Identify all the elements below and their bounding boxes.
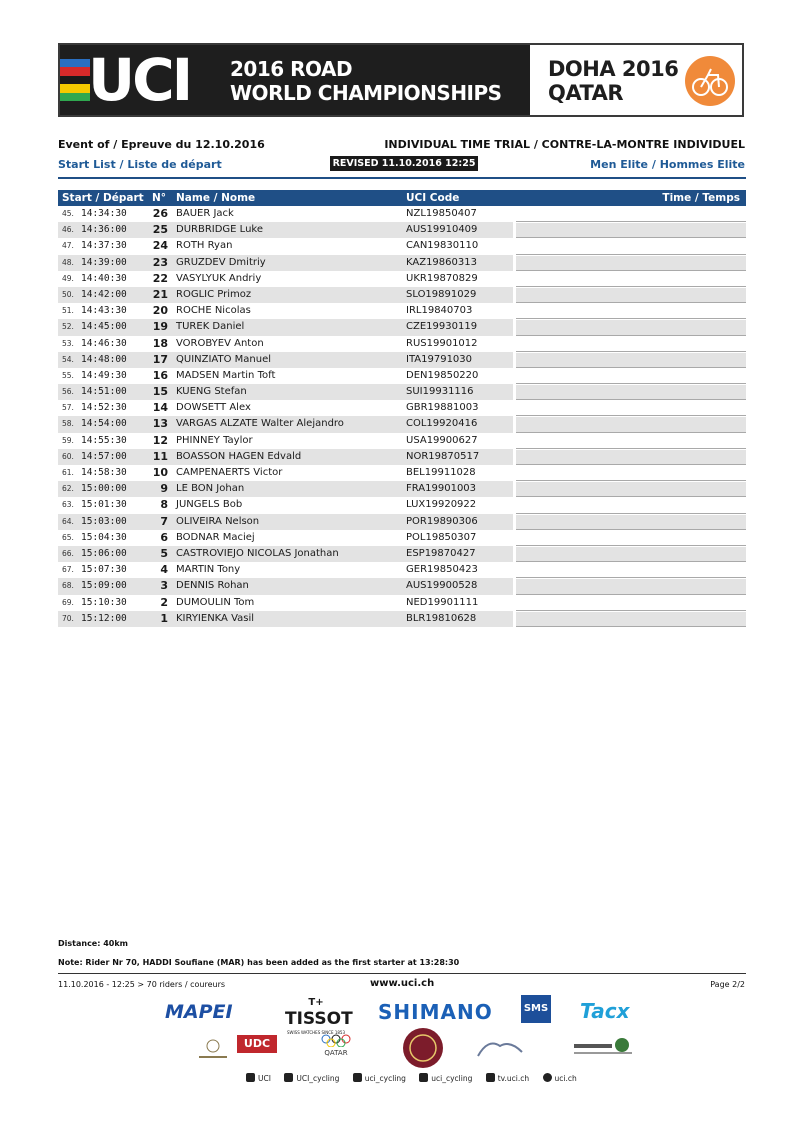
tissot-mark-icon: T+ [308, 997, 324, 1008]
uci-code: USA19900627 [406, 434, 478, 446]
table-row [58, 514, 746, 530]
time-cell [516, 369, 746, 383]
header-banner [58, 43, 744, 117]
time-cell [516, 272, 746, 286]
table-row [58, 352, 746, 368]
uci-code: BEL19911028 [406, 467, 476, 478]
start-time: 14:34:30 [81, 208, 127, 219]
sponsor-qatar-foundation-logo-icon [570, 1036, 636, 1060]
bib-number: 21 [152, 287, 168, 301]
start-time: 14:37:30 [81, 240, 127, 252]
rider-name: KUENG Stefan [176, 386, 247, 398]
sponsor-tissot-logo [285, 997, 353, 1035]
uci-code: ITA19791030 [406, 353, 473, 365]
uci-code: GER19850423 [406, 564, 478, 576]
time-cell [516, 563, 746, 577]
rider-name: ROGLIC Primoz [176, 288, 252, 300]
table-row [58, 481, 746, 497]
bib-number: 9 [160, 482, 168, 496]
table-row [58, 319, 746, 335]
table-row [58, 449, 746, 465]
rider-name: BODNAR Maciej [176, 531, 255, 543]
revised-badge: REVISED 11.10.2016 12:25 [330, 156, 478, 171]
time-cell [516, 207, 746, 221]
time-cell [516, 596, 746, 610]
footer-divider [58, 973, 746, 974]
start-time: 15:09:00 [81, 580, 127, 592]
event-discipline: INDIVIDUAL TIME TRIAL / CONTRE-LA-MONTRE INDIVIDUEL [384, 138, 745, 151]
uci-code: AUS19910409 [406, 224, 478, 236]
rider-name: MADSEN Martin Toft [176, 369, 276, 381]
row-index: 62. [62, 484, 74, 494]
globe-icon [543, 1073, 552, 1082]
time-cell [516, 417, 746, 431]
youtube-icon [486, 1073, 495, 1082]
table-row [58, 255, 746, 271]
row-index: 66. [62, 548, 74, 558]
row-index: 67. [62, 565, 74, 575]
row-index: 65. [62, 532, 74, 542]
uci-code: CZE19930119 [406, 321, 478, 333]
col-number: N° [152, 192, 167, 204]
stripe-blue [60, 59, 90, 67]
distance-note: Distance: 40km [58, 939, 129, 948]
bib-number: 8 [160, 498, 168, 512]
row-index: 59. [62, 435, 74, 445]
event-title [230, 57, 502, 105]
table-row [58, 562, 746, 578]
time-cell [516, 223, 746, 237]
tissot-tagline: SWISS WATCHES SINCE 1853 [286, 1030, 345, 1035]
start-time: 15:07:30 [81, 564, 127, 576]
rider-name: OLIVEIRA Nelson [176, 515, 260, 527]
sponsor-udc-logo: UDC [237, 1035, 277, 1053]
table-row [58, 400, 746, 416]
row-index: 58. [62, 419, 74, 429]
table-row [58, 368, 746, 384]
start-time: 14:36:00 [81, 224, 127, 236]
stripe-black [60, 76, 90, 84]
time-cell [516, 531, 746, 545]
row-index: 56. [62, 387, 74, 397]
start-time: 14:51:00 [81, 386, 127, 398]
row-index: 57. [62, 403, 74, 413]
rider-name: CASTROVIEJO NICOLAS Jonathan [176, 547, 339, 559]
bib-number: 7 [160, 514, 168, 528]
uci-code: LUX19920922 [406, 499, 477, 511]
row-index: 54. [62, 354, 74, 364]
start-time: 14:45:00 [81, 321, 127, 333]
row-index: 46. [62, 225, 74, 235]
rider-name: DOWSETT Alex [176, 402, 251, 414]
event-title-line2: WORLD CHAMPIONSHIPS [230, 81, 502, 105]
time-cell [516, 579, 746, 593]
table-row [58, 287, 746, 303]
bib-number: 10 [152, 466, 168, 479]
sponsor-pearl-logo-icon [195, 1036, 231, 1064]
uci-code: DEN19850220 [406, 369, 479, 381]
sponsor-federation-seal-icon [403, 1028, 443, 1068]
table-row [58, 465, 746, 481]
time-cell [516, 353, 746, 367]
bib-number: 12 [152, 433, 168, 447]
bib-number: 23 [152, 255, 168, 269]
rider-name: MARTIN Tony [176, 564, 241, 576]
row-index: 69. [62, 597, 74, 607]
uci-code: AUS19900528 [406, 580, 478, 592]
start-list-table [58, 206, 746, 627]
start-time: 14:57:00 [81, 450, 127, 462]
row-index: 45. [62, 209, 74, 218]
bib-number: 4 [160, 563, 168, 577]
snapchat-icon [419, 1073, 428, 1082]
start-time: 14:54:00 [81, 418, 127, 430]
uci-logo-text: UCI [88, 46, 191, 114]
row-index: 51. [62, 306, 74, 316]
bib-number: 13 [152, 417, 168, 431]
bib-number: 1 [160, 611, 168, 625]
uci-code: KAZ19860313 [406, 256, 477, 268]
start-time: 14:49:30 [81, 369, 127, 381]
rider-name: BAUER Jack [176, 208, 234, 219]
uci-code: POR19890306 [406, 515, 478, 527]
social-facebook[interactable]: UCI [246, 1074, 271, 1083]
row-index: 70. [62, 613, 74, 623]
start-time: 14:55:30 [81, 434, 127, 446]
social-instagram[interactable]: uci_cycling [353, 1074, 406, 1083]
bib-number: 11 [152, 449, 168, 463]
uci-code: SLO19891029 [406, 288, 477, 300]
table-row [58, 336, 746, 352]
rider-name: ROTH Ryan [176, 240, 233, 252]
bib-number: 2 [160, 595, 168, 609]
table-row [58, 530, 746, 546]
rainbow-stripes-icon [60, 59, 90, 101]
table-row [58, 384, 746, 400]
uci-code: IRL19840703 [406, 305, 473, 317]
bib-number: 6 [160, 530, 168, 544]
bib-number: 19 [152, 320, 168, 334]
time-cell [516, 450, 746, 464]
rider-name: VARGAS ALZATE Walter Alejandro [176, 418, 344, 430]
rider-name: VASYLYUK Andriy [176, 272, 262, 284]
social-links [246, 1073, 588, 1083]
uci-code: NED19901111 [406, 596, 479, 608]
table-row [58, 546, 746, 562]
table-row [58, 303, 746, 319]
rider-name: DURBRIDGE Luke [176, 224, 263, 236]
start-time: 14:48:00 [81, 353, 127, 365]
table-row [58, 238, 746, 254]
start-time: 15:04:30 [81, 531, 127, 543]
start-time: 14:43:30 [81, 305, 127, 317]
start-time: 15:06:00 [81, 547, 127, 559]
twitter-icon [284, 1073, 293, 1082]
footer-page-number: Page 2/2 [710, 980, 745, 989]
rider-note: Note: Rider Nr 70, HADDI Soufiane (MAR) has been added as the first starter at 13:28:30 [58, 958, 460, 967]
social-twitter[interactable]: UCI_cycling [284, 1074, 339, 1083]
rider-name: LE BON Johan [176, 483, 245, 495]
rider-name: TUREK Daniel [176, 321, 245, 333]
uci-code: FRA19901003 [406, 483, 477, 495]
olympic-rings-icon [318, 1033, 354, 1047]
start-time: 14:58:30 [81, 467, 127, 478]
facebook-icon [246, 1073, 255, 1082]
time-cell [516, 434, 746, 448]
col-start: Start / Départ [62, 192, 144, 204]
row-index: 47. [62, 241, 74, 251]
start-time: 14:39:00 [81, 256, 127, 268]
event-date: Event of / Epreuve du 12.10.2016 [58, 138, 265, 151]
time-cell [516, 401, 746, 415]
rider-name: GRUZDEV Dmitriy [176, 256, 266, 268]
col-uci-code: UCI Code [406, 192, 460, 204]
uci-code: GBR19881003 [406, 402, 479, 414]
time-cell [516, 256, 746, 270]
rider-name: QUINZIATO Manuel [176, 353, 272, 365]
start-time: 15:12:00 [81, 612, 127, 624]
table-row [58, 595, 746, 611]
table-row [58, 433, 746, 449]
sponsor-qatar-olympic-logo [318, 1033, 354, 1057]
start-time: 15:03:00 [81, 515, 127, 527]
row-index: 48. [62, 257, 74, 267]
event-category: Men Elite / Hommes Elite [590, 158, 745, 171]
time-cell [516, 304, 746, 318]
uci-code: SUI19931116 [406, 386, 474, 398]
rider-name: JUNGELS Bob [176, 499, 243, 511]
start-time: 14:40:30 [81, 272, 127, 284]
bib-number: 22 [152, 271, 168, 285]
rider-name: KIRYIENKA Vasil [176, 612, 255, 624]
social-website[interactable]: uci.ch [543, 1074, 577, 1083]
sponsor-mapei-logo: MAPEI [165, 1001, 233, 1023]
start-time: 15:01:30 [81, 499, 127, 511]
start-time: 15:10:30 [81, 596, 127, 608]
time-cell [516, 385, 746, 399]
host-line2: QATAR [548, 81, 624, 105]
start-time: 14:46:30 [81, 337, 127, 349]
time-cell [516, 547, 746, 561]
start-time: 14:42:00 [81, 288, 127, 300]
header-divider [58, 177, 746, 179]
footer-website: www.uci.ch [370, 978, 435, 989]
rider-name: ROCHE Nicolas [176, 305, 251, 317]
uci-code: COL19920416 [406, 418, 478, 430]
table-row [58, 611, 746, 627]
uci-logo-block [60, 45, 530, 115]
uci-code: CAN19830110 [406, 240, 479, 252]
list-type: Start List / Liste de départ [58, 158, 222, 171]
bib-number: 15 [152, 385, 168, 399]
uci-code: RUS19901012 [406, 337, 478, 349]
bib-number: 3 [160, 579, 168, 593]
table-row [58, 206, 746, 222]
time-cell [516, 466, 746, 480]
time-cell-line [516, 626, 746, 627]
start-time: 14:52:30 [81, 402, 127, 414]
uci-code: NZL19850407 [406, 208, 477, 219]
uci-code: NOR19870517 [406, 450, 480, 462]
table-row [58, 416, 746, 432]
bib-number: 18 [152, 336, 168, 350]
bib-number: 5 [160, 546, 168, 560]
row-index: 53. [62, 338, 74, 348]
row-index: 64. [62, 516, 74, 526]
doha-cyclist-logo-icon [684, 55, 736, 107]
bib-number: 20 [152, 304, 168, 318]
col-time: Time / Temps [662, 192, 740, 204]
bib-number: 25 [152, 223, 168, 237]
time-cell [516, 288, 746, 302]
time-cell [516, 482, 746, 496]
time-cell [516, 515, 746, 529]
sponsor-shimano-logo: SHIMANO [378, 1000, 493, 1024]
stripe-red [60, 67, 90, 75]
row-index: 68. [62, 581, 74, 591]
row-index: 50. [62, 289, 74, 299]
table-row [58, 222, 746, 238]
host-line1: DOHA 2016 [548, 57, 679, 81]
bib-number: 16 [152, 368, 168, 382]
rider-name: DENNIS Rohan [176, 580, 249, 592]
rider-name: PHINNEY Taylor [176, 434, 253, 446]
row-index: 61. [62, 468, 74, 477]
uci-code: BLR19810628 [406, 612, 477, 624]
uci-code: UKR19870829 [406, 272, 478, 284]
bib-number: 26 [152, 207, 168, 220]
rider-name: BOASSON HAGEN Edvald [176, 450, 302, 462]
col-name: Name / Nome [176, 192, 256, 204]
tissot-text: TISSOT [285, 1009, 353, 1029]
rider-name: VOROBYEV Anton [176, 337, 264, 349]
event-title-line1: 2016 ROAD [230, 57, 353, 81]
time-cell [516, 612, 746, 626]
bib-number: 14 [152, 401, 168, 415]
footer-timestamp: 11.10.2016 - 12:25 > 70 riders / coureurs [58, 980, 226, 989]
social-youtube[interactable]: tv.uci.ch [486, 1074, 529, 1083]
social-snapchat[interactable]: uci_cycling [419, 1074, 472, 1083]
time-cell [516, 498, 746, 512]
time-cell [516, 320, 746, 334]
stripe-yellow [60, 84, 90, 92]
bib-number: 24 [152, 239, 168, 253]
sponsor-al-shaqab-logo-icon [470, 1034, 530, 1062]
row-index: 63. [62, 500, 74, 510]
rider-name: CAMPENAERTS Victor [176, 467, 283, 478]
row-index: 49. [62, 273, 74, 283]
stripe-green [60, 93, 90, 101]
instagram-icon [353, 1073, 362, 1082]
sponsor-sms-logo: SMS [521, 995, 551, 1023]
rider-name: DUMOULIN Tom [176, 596, 255, 608]
qatar-text: QATAR [324, 1049, 348, 1057]
row-index: 60. [62, 451, 74, 461]
uci-code: POL19850307 [406, 531, 477, 543]
table-row [58, 578, 746, 594]
host-title [548, 57, 678, 105]
table-row [58, 271, 746, 287]
uci-code: ESP19870427 [406, 547, 476, 559]
row-index: 52. [62, 322, 74, 332]
sponsor-tacx-logo: Tacx [580, 999, 630, 1023]
bib-number: 17 [152, 352, 168, 366]
table-header [58, 190, 746, 206]
row-index: 55. [62, 370, 74, 380]
start-time: 15:00:00 [81, 483, 127, 495]
table-row [58, 497, 746, 513]
time-cell [516, 337, 746, 351]
time-cell [516, 239, 746, 253]
